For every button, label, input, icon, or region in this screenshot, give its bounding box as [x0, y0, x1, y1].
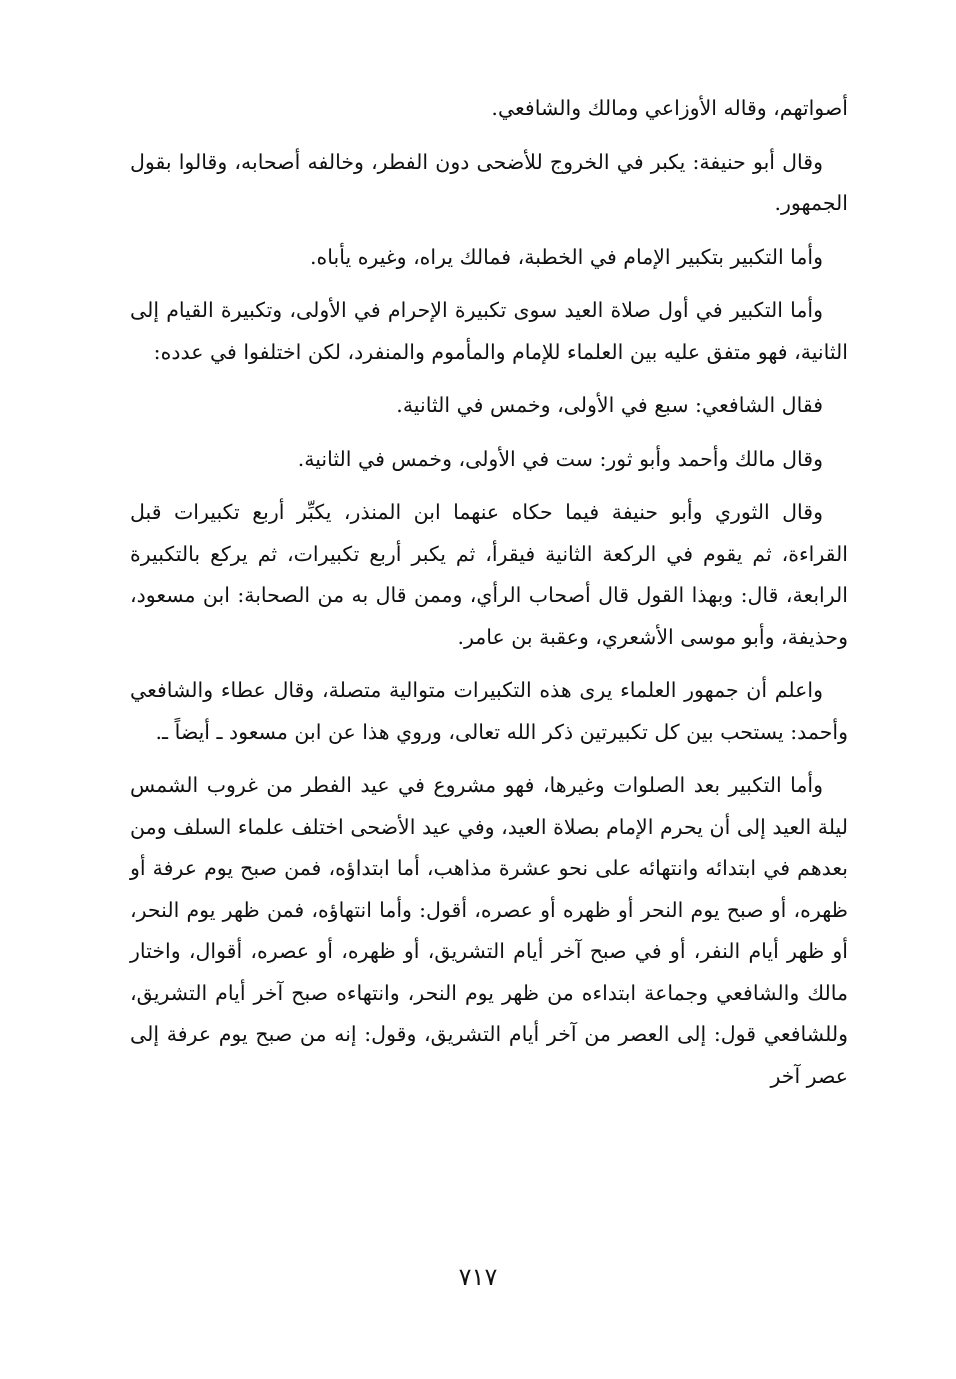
paragraph-abu-hanifa: وقال أبو حنيفة: يكبر في الخروج للأضحى دون الفطر، وخالفه أصحابه، وقالوا بقول الجمهور.	[130, 149, 848, 215]
paragraph-continuation: أصواتهم، وقاله الأوزاعي ومالك والشافعي.	[491, 96, 848, 120]
paragraph-malik-ahmad: وقال مالك وأحمد وأبو ثور: ست في الأولى، وخمس في الثانية.	[297, 446, 823, 471]
paragraph-takbir-after-prayers: وأما التكبير بعد الصلوات وغيرها، فهو مشروع في عيد الفطر من غروب الشمس ليلة العيد إلى أن يحرم الإمام بصلاة العيد، وفي عيد الأضحى اختلف علماء السلف ومن بعدهم في ابتدائه وانتهائه على نحو عشرة مذاهب، أما ابتداؤه، فمن صبح يوم عرفة أو ظهره، أو صبح يوم النحر أو ظهره أو عصره، أقول: وأما انتهاؤه، فمن ظهر يوم النحر، أو ظهر أيام النفر، أو في صبح آخر أيام التشريق، أو ظهره، أو عصره، أقوال، واختار مالك والشافعي وجماعة ابتداءه من ظهر يوم النحر، وانتهاءه صبح آخر أيام التشريق، وللشافعي قول: إلى العصر من آخر أيام التشريق، وقول: إنه من صبح يوم عرفة إلى عصر آخر	[130, 773, 848, 1088]
paragraph-takbir-eid-prayer: وأما التكبير في أول صلاة العيد سوى تكبيرة الإحرام في الأولى، وتكبيرة القيام إلى الثانية، فهو متفق عليه بين العلماء للإمام والمأموم والمنفرد، لكن اختلفوا في عدده:	[130, 298, 848, 364]
paragraph-jumhur: واعلم أن جمهور العلماء يرى هذه التكبيرات متوالية متصلة، وقال عطاء والشافعي وأحمد: يستحب بين كل تكبيرتين ذكر الله تعالى، وروي هذا عن ابن مسعود ـ أيضاً ـ.	[130, 678, 848, 744]
paragraph-thawri-abu-hanifa: وقال الثوري وأبو حنيفة فيما حكاه عنهما ابن المنذر، يكبِّر أربع تكبيرات قبل القراءة، ثم يقوم في الركعة الثانية فيقرأ، ثم يكبر أربع تكبيرات، ثم يركع بالتكبيرة الرابعة، قال: وبهذا القول قال أصحاب الرأي، وممن قال به من الصحابة: ابن مسعود، وحذيفة، وأبو موسى الأشعري، وعقبة بن عامر.	[130, 500, 848, 649]
page-body-text	[130, 88, 848, 1109]
paragraph-shafii: فقال الشافعي: سبع في الأولى، وخمس في الثانية.	[396, 393, 823, 417]
page-number: ٧١٧	[458, 1263, 498, 1291]
paragraph-takbir-khutba: وأما التكبير بتكبير الإمام في الخطبة، فمالك يراه، وغيره يأباه.	[310, 244, 823, 269]
